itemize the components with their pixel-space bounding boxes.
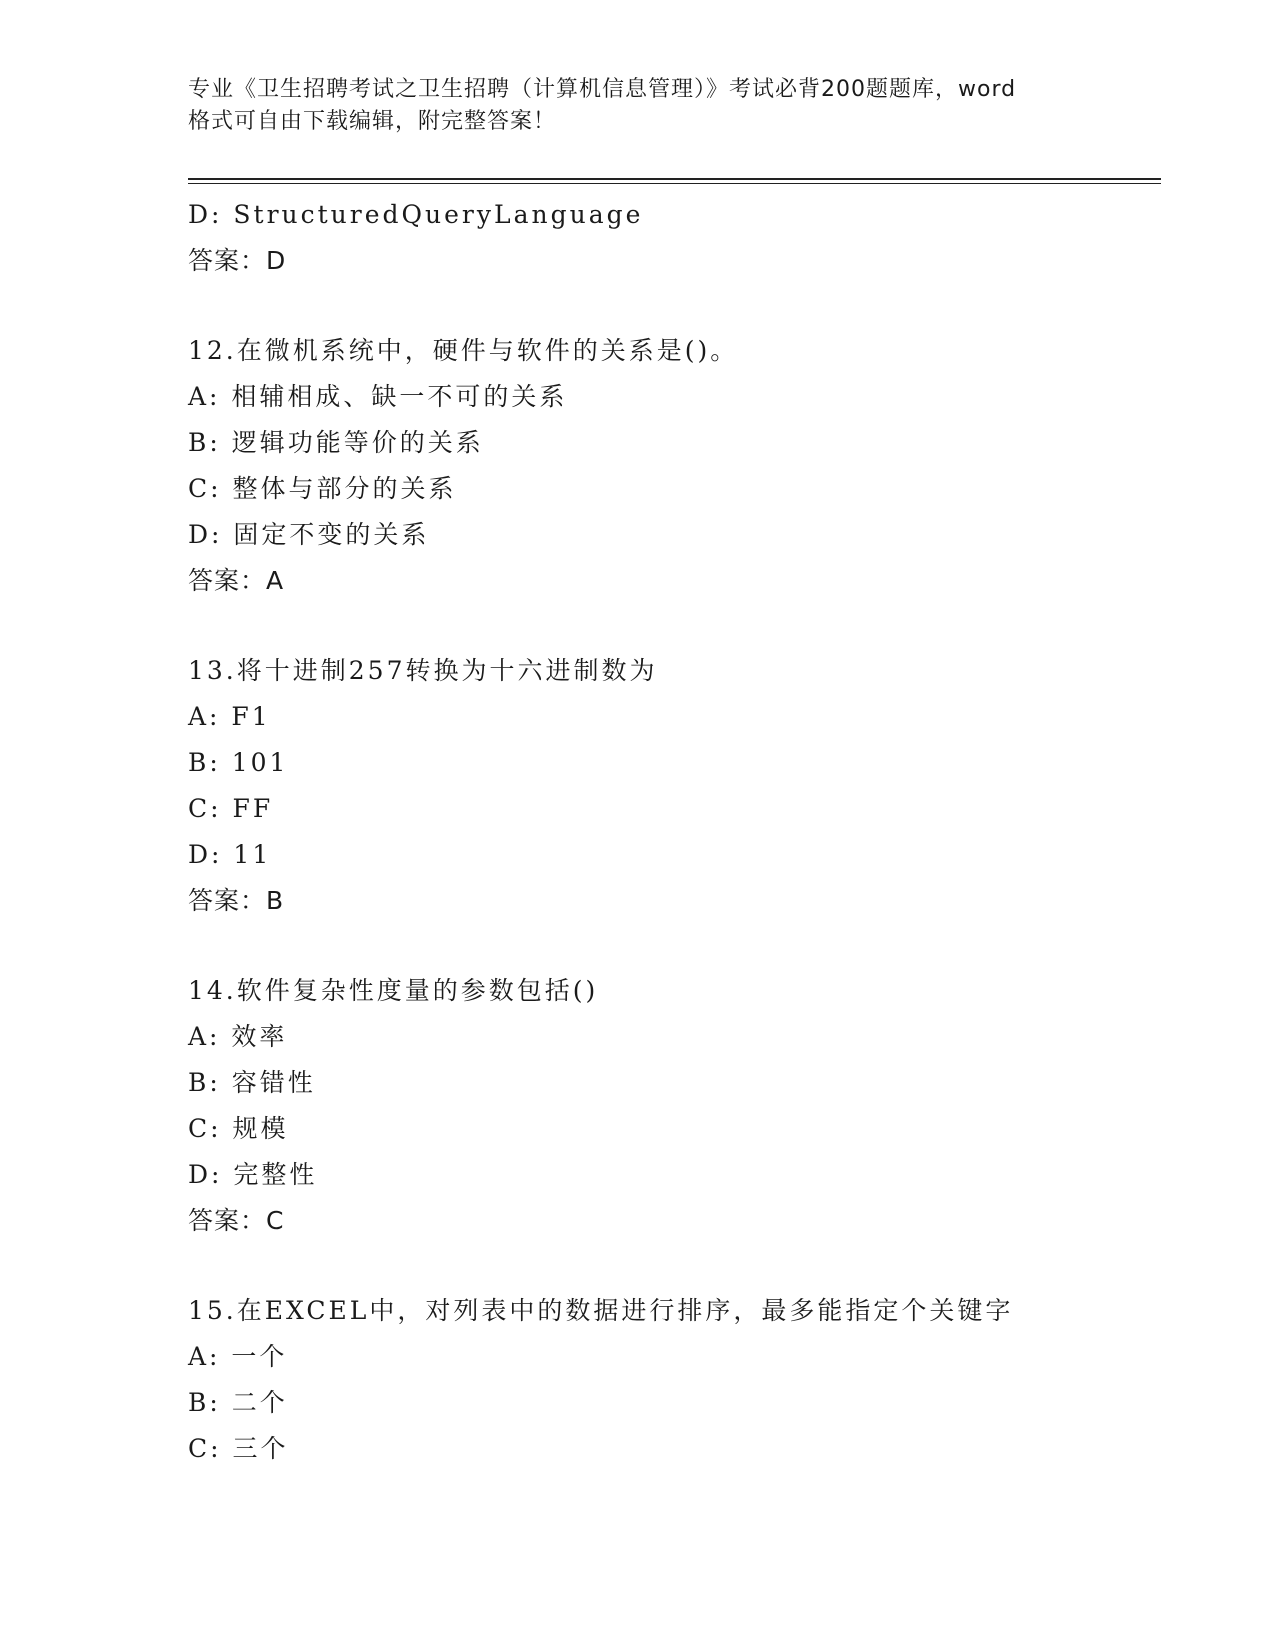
- option-c: C: 三个: [188, 1434, 289, 1463]
- question-list: [188, 192, 1168, 1472]
- option-d: D: StructuredQueryLanguage: [188, 200, 644, 229]
- question-title: 15.在EXCEL中，对列表中的数据进行排序，最多能指定个关键字: [188, 1296, 1014, 1325]
- header-divider-thick: [188, 178, 1161, 180]
- option-a: A: 效率: [188, 1022, 288, 1051]
- question-15: [188, 1288, 1168, 1472]
- option-c: C: 整体与部分的关系: [188, 474, 457, 503]
- question-11: [188, 192, 1168, 284]
- option-a: A: 相辅相成、缺一不可的关系: [188, 382, 568, 411]
- question-14: [188, 968, 1168, 1244]
- question-12: [188, 328, 1168, 604]
- answer-line: 答案：C: [188, 1206, 285, 1235]
- header-line-2: 格式可自由下载编辑，附完整答案！: [188, 109, 557, 134]
- question-title: 14.软件复杂性度量的参数包括(): [188, 976, 599, 1005]
- question-title: 12.在微机系统中，硬件与软件的关系是()。: [188, 336, 739, 365]
- option-b: B: 二个: [188, 1388, 288, 1417]
- question-title: 13.将十进制257转换为十六进制数为: [188, 656, 658, 685]
- option-c: C: FF: [188, 794, 274, 823]
- option-a: A: F1: [188, 702, 271, 731]
- header-line-1: 专业《卫生招聘考试之卫生招聘（计算机信息管理）》考试必背200题题库，word: [188, 77, 1017, 102]
- option-b: B: 逻辑功能等价的关系: [188, 428, 484, 457]
- option-d: D: 11: [188, 840, 272, 869]
- option-b: B: 101: [188, 748, 289, 777]
- option-d: D: 完整性: [188, 1160, 318, 1189]
- option-d: D: 固定不变的关系: [188, 520, 430, 549]
- document-header: [188, 74, 1088, 138]
- answer-line: 答案：B: [188, 886, 285, 915]
- header-divider-thin: [188, 183, 1161, 184]
- option-b: B: 容错性: [188, 1068, 316, 1097]
- option-c: C: 规模: [188, 1114, 289, 1143]
- answer-line: 答案：A: [188, 566, 285, 595]
- option-a: A: 一个: [188, 1342, 288, 1371]
- answer-line: 答案：D: [188, 246, 287, 275]
- question-13: [188, 648, 1168, 924]
